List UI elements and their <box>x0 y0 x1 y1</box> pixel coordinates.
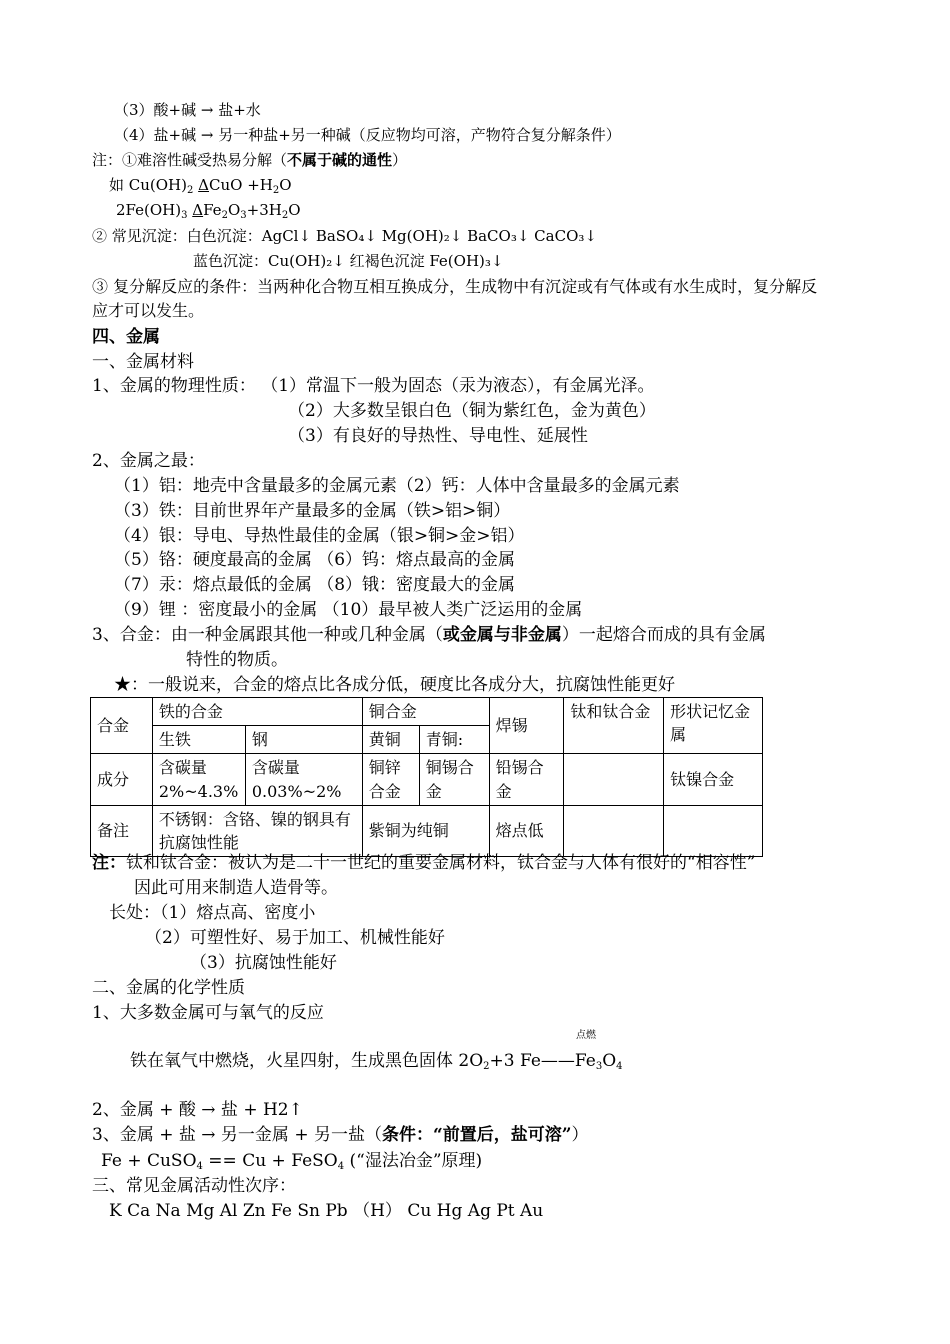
line-metathesis-condition: ③ 复分解反应的条件：当两种化合物互相互换成分，生成物中有沉淀或有气体或有水生成时，复分解反 <box>92 277 818 296</box>
line-advantage-3: （3）抗腐蚀性能好 <box>190 953 337 973</box>
table-cell: 备注 <box>91 805 153 856</box>
table-cell: 黄铜 <box>362 726 419 754</box>
superlative-4: （5）铬：硬度最高的金属 （6）钨：熔点最高的金属 <box>114 550 516 570</box>
note-text: 注：①难溶性碱受热易分解（ <box>92 151 288 169</box>
alloy-text: 3、合金：由一种金属跟其他一种或几种金属（ <box>92 625 443 645</box>
eq-text-end: ） <box>571 1125 589 1145</box>
subscript: 3 <box>595 1061 603 1072</box>
line-titanium-note-cont: 因此可用来制造人造骨等。 <box>134 878 338 898</box>
reaction-condition: 点燃 <box>576 1030 596 1041</box>
table-cell: 青铜: <box>419 726 489 754</box>
table-cell <box>152 754 245 805</box>
eq-part: Fe <box>203 201 222 219</box>
table-cell: 焊锡 <box>489 698 564 754</box>
delta-sign: Δ <box>192 201 204 219</box>
subscript: 4 <box>616 1061 623 1072</box>
table-cell: 生铁 <box>152 726 245 754</box>
line-blue-precipitate: 蓝色沉淀：Cu(OH)₂↓ 红褐色沉淀 Fe(OH)₃↓ <box>193 252 504 270</box>
eq-part: 如 Cu(OH) <box>109 176 187 194</box>
alloy-text-end: ）一起熔合而成的具有金属 <box>561 625 766 645</box>
eq-part: +3 Fe <box>489 1051 541 1071</box>
line-alloy-star-note: ★：一般说来，合金的熔点比各成分低，硬度比各成分大，抗腐蚀性能更好 <box>114 675 675 695</box>
line-oxygen-reaction: 1、大多数金属可与氧气的反应 <box>92 1003 324 1023</box>
line-metathesis-condition-cont: 应才可以发生。 <box>92 301 205 320</box>
subheading-chemical-properties: 二、金属的化学性质 <box>92 978 245 998</box>
table-cell: 钛镍合金 <box>664 754 763 805</box>
equation-cu-oh <box>109 178 292 196</box>
subscript: 4 <box>337 1161 345 1172</box>
eq-part: CuO +H <box>209 176 273 194</box>
note-label: 注： <box>92 853 126 873</box>
line-advantage-1: 长处：（1）熔点高、密度小 <box>109 903 316 923</box>
line-activity-series: K Ca Na Mg Al Zn Fe Sn Pb （H） Cu Hg Ag Pt Au <box>109 1201 544 1221</box>
eq-part: O <box>602 1051 617 1071</box>
cell-line: 0.03%~2% <box>251 781 342 801</box>
line-metal-salt <box>92 1127 589 1144</box>
line-advantage-2: （2）可塑性好、易于加工、机械性能好 <box>145 928 445 948</box>
table-cell: 紫铜为纯铜 <box>362 805 489 856</box>
subscript: 2 <box>221 210 228 221</box>
line-acid-base: （3）酸+碱 → 盐+水 <box>114 101 261 119</box>
line-alloy-definition-cont: 特性的物质。 <box>186 650 288 670</box>
section-heading-metal: 四、金属 <box>92 327 160 347</box>
table-cell: 钛和钛合金 <box>564 698 664 754</box>
cell-line: 含碳量 <box>158 758 207 778</box>
table-cell: 成分 <box>91 754 153 805</box>
eq-part: O <box>279 176 292 194</box>
superlative-3: （4）银：导电、导热性最佳的金属（银>铜>金>铝） <box>114 526 525 546</box>
line-physical-2: （2）大多数呈银白色（铜为紫红色，金为黄色） <box>288 401 656 421</box>
table-cell: 合金 <box>91 698 153 754</box>
eq-part: O <box>288 201 301 219</box>
note-close: ） <box>392 151 408 169</box>
subscript: 2 <box>272 185 280 196</box>
table-cell: 铁的合金 <box>152 698 362 726</box>
superlative-6: （9）锂 ：密度最小的金属 （10）最早被人类广泛运用的金属 <box>114 600 583 620</box>
superlative-1: （1）铝：地壳中含量最多的金属元素（2）钙：人体中含量最多的金属元素 <box>114 476 680 496</box>
superlative-2: （3）铁：目前世界年产量最多的金属（铁>铝>铜） <box>114 501 511 521</box>
table-cell: 钢 <box>245 726 362 754</box>
subscript: 2 <box>187 185 194 196</box>
eq-part: O <box>227 201 241 219</box>
eq-part: == Cu + FeSO <box>202 1151 338 1171</box>
table-cell: 铜锡合金 <box>419 754 489 805</box>
table-cell: 熔点低 <box>489 805 564 856</box>
table-row <box>91 805 763 856</box>
subscript: 3 <box>181 210 188 221</box>
eq-part: Fe + CuSO <box>101 1151 197 1171</box>
eq-part: (“湿法冶金”原理) <box>344 1151 483 1171</box>
subscript: 4 <box>196 1161 203 1172</box>
equation-fe-oh <box>116 203 301 221</box>
line-white-precipitate: ② 常见沉淀：白色沉淀：AgCl↓ BaSO₄↓ Mg(OH)₂↓ BaCO₃↓ CaCO₃↓ <box>92 227 597 245</box>
eq-part: 2Fe(OH) <box>116 201 182 219</box>
subscript: 3 <box>240 210 247 221</box>
line-alloy-definition <box>92 627 766 644</box>
superlative-5: （7）汞：熔点最低的金属 （8）锇：密度最大的金属 <box>114 575 516 595</box>
line-physical-3: （3）有良好的导热性、导电性、延展性 <box>288 426 588 446</box>
table-cell <box>664 805 763 856</box>
table-cell: 铅锡合金 <box>489 754 564 805</box>
table-cell <box>245 754 362 805</box>
subscript: 2 <box>281 210 289 221</box>
condition-emphasis: 条件：“前置后，盐可溶” <box>381 1125 572 1145</box>
line-note-insoluble-base <box>92 153 407 168</box>
subheading-metal-materials: 一、金属材料 <box>92 352 194 372</box>
line-metal-acid: 2、金属 + 酸 → 盐 + H2↑ <box>92 1100 303 1120</box>
subscript: 2 <box>483 1061 490 1072</box>
note-emphasis: 不属于碱的通性 <box>287 151 393 169</box>
eq-part: Fe <box>574 1051 596 1071</box>
line-physical-1: 1、金属的物理性质： （1）常温下一般为固态（汞为液态），有金属光泽。 <box>92 376 655 396</box>
subheading-activity-series: 三、常见金属活动性次序： <box>92 1176 296 1196</box>
table-cell <box>564 805 664 856</box>
note-text: 钛和钛合金：被认为是二十一世纪的重要金属材料，钛合金与人体有很好的“相容性” <box>126 853 756 873</box>
line-titanium-note <box>92 855 755 872</box>
eq-text: 3、金属 + 盐 → 另一金属 + 另一盐（ <box>92 1125 382 1145</box>
alloy-table <box>90 697 763 857</box>
table-cell: 铜锌合金 <box>362 754 419 805</box>
alloy-emphasis: 或金属与非金属 <box>442 625 562 645</box>
table-cell <box>564 754 664 805</box>
line-salt-base: （4）盐+碱 → 另一种盐+另一种碱（反应物均可溶，产物符合复分解条件） <box>114 126 621 144</box>
table-cell: 形状记忆金属 <box>664 698 763 754</box>
delta-sign: Δ <box>198 176 209 194</box>
table-row <box>91 698 763 726</box>
cell-line: 含碳量 <box>251 758 300 778</box>
eq-part: +3H <box>246 201 282 219</box>
equation-fe-cuso4 <box>101 1153 482 1172</box>
cell-line: 2%~4.3% <box>158 781 239 801</box>
table-cell: 不锈钢：含铬、镍的钢具有抗腐蚀性能 <box>152 805 362 856</box>
subheading-metal-superlatives: 2、金属之最： <box>92 451 205 471</box>
line-iron-burning <box>130 1053 623 1072</box>
eq-part: 铁在氧气中燃烧，火星四射，生成黑色固体 2O <box>130 1051 484 1071</box>
table-cell: 铜合金 <box>362 698 489 726</box>
eq-arrow: —— <box>540 1051 575 1071</box>
table-row <box>91 754 763 805</box>
